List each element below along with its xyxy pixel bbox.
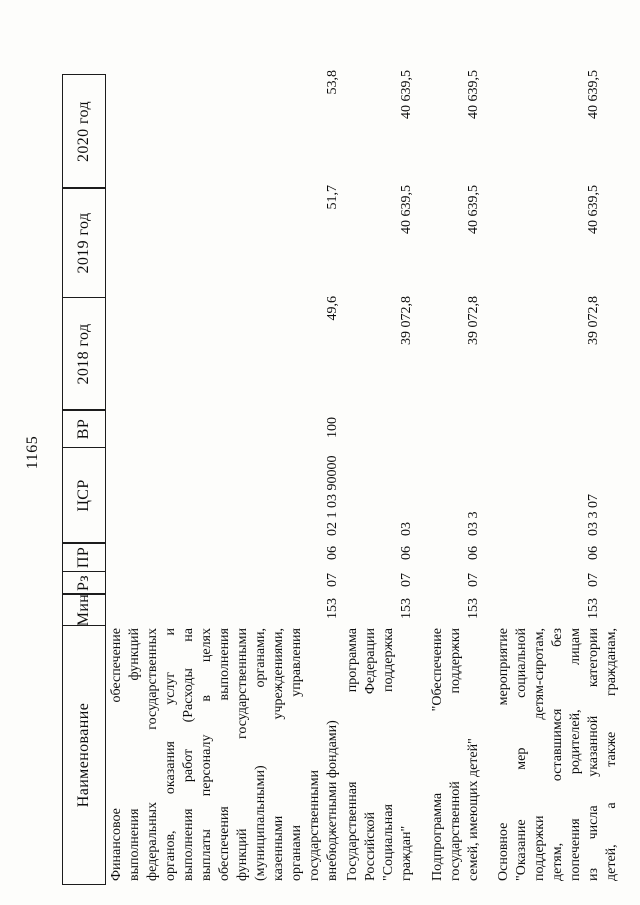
- name-spacer: [465, 625, 483, 885]
- row-name-text: Основное мероприятие "Оказание мер социальной поддержки детям-сиротам, детям, оставшимся без попечения родителей, лицам из числа указанной категории детей, а также гражданам,: [496, 628, 619, 881]
- name-spacer: [398, 625, 416, 885]
- cell-2018: 39 072,8: [586, 296, 601, 345]
- header-naimenovanie: Наименование: [62, 625, 106, 885]
- cell-2020: 40 639,5: [399, 70, 414, 119]
- cell-2018: 49,6: [325, 296, 340, 321]
- cell-csr: 03 3 07: [586, 494, 601, 536]
- cell-pr: 06: [325, 546, 340, 560]
- cell-rz: 07: [325, 573, 340, 587]
- cell-vr: [585, 402, 603, 441]
- row-codes-line: [398, 62, 416, 885]
- cell-csr: 03 3: [466, 511, 481, 536]
- table-row: [429, 62, 483, 885]
- name-spacer: [324, 625, 342, 885]
- cell-min: 153: [325, 598, 340, 619]
- cell-rz: 07: [466, 573, 481, 587]
- table-row: [108, 62, 342, 885]
- row-codes-line: [324, 62, 342, 885]
- header-2020: 2020 год: [62, 74, 106, 189]
- cell-2019: 40 639,5: [586, 185, 601, 234]
- cell-pr: 06: [466, 546, 481, 560]
- table-row: [495, 62, 625, 885]
- cell-rz: 07: [586, 573, 601, 587]
- cell-2018: 39 072,8: [399, 296, 414, 345]
- cell-min: 153: [399, 598, 414, 619]
- header-vr: ВР: [62, 410, 106, 449]
- header-pr: ПР: [62, 543, 106, 573]
- row-name-text: Финансовое обеспечение выполнения функций федеральных государственных органов, оказания услуг и выполнения работ (Расходы на выплаты персоналу в целях обеспечения выполнения функций государственными (муниципальными) органами, казенными учреждениями, органами управления государственными внебюджетными фондами): [109, 628, 340, 881]
- cell-pr: 06: [399, 546, 414, 560]
- name-spacer: [585, 625, 603, 885]
- cell-csr: 03: [399, 522, 414, 536]
- cell-2019: 40 639,5: [399, 185, 414, 234]
- cell-vr: [398, 402, 416, 441]
- row-codes-line: [585, 62, 603, 885]
- row-name-text: Подпрограмма "Обеспечение государственной поддержки семей, имеющих детей": [430, 628, 481, 881]
- cell-vr: [465, 402, 483, 441]
- header-csr: ЦСР: [62, 447, 106, 544]
- header-2018: 2018 год: [62, 297, 106, 411]
- cell-pr: 06: [586, 546, 601, 560]
- cell-min: 153: [586, 598, 601, 619]
- header-rz: Рз: [62, 571, 106, 595]
- cell-2018: 39 072,8: [466, 296, 481, 345]
- cell-2020: 40 639,5: [586, 70, 601, 119]
- row-name-text: Государственная программа Российской Федерации "Социальная поддержка граждан": [345, 628, 414, 881]
- cell-vr: 100: [325, 417, 340, 438]
- cell-2019: 51,7: [325, 185, 340, 210]
- table-row: [344, 62, 416, 885]
- header-min: Мин: [62, 594, 106, 627]
- table-header-row: [62, 74, 106, 885]
- cell-2020: 53,8: [325, 70, 340, 95]
- cell-2019: 40 639,5: [466, 185, 481, 234]
- cell-rz: 07: [399, 573, 414, 587]
- cell-csr: 02 1 03 90000: [325, 455, 340, 536]
- page-number: 1165: [24, 435, 41, 470]
- row-codes-line: [465, 62, 483, 885]
- cell-min: 153: [466, 598, 481, 619]
- header-2019: 2019 год: [62, 188, 106, 299]
- cell-2020: 40 639,5: [466, 70, 481, 119]
